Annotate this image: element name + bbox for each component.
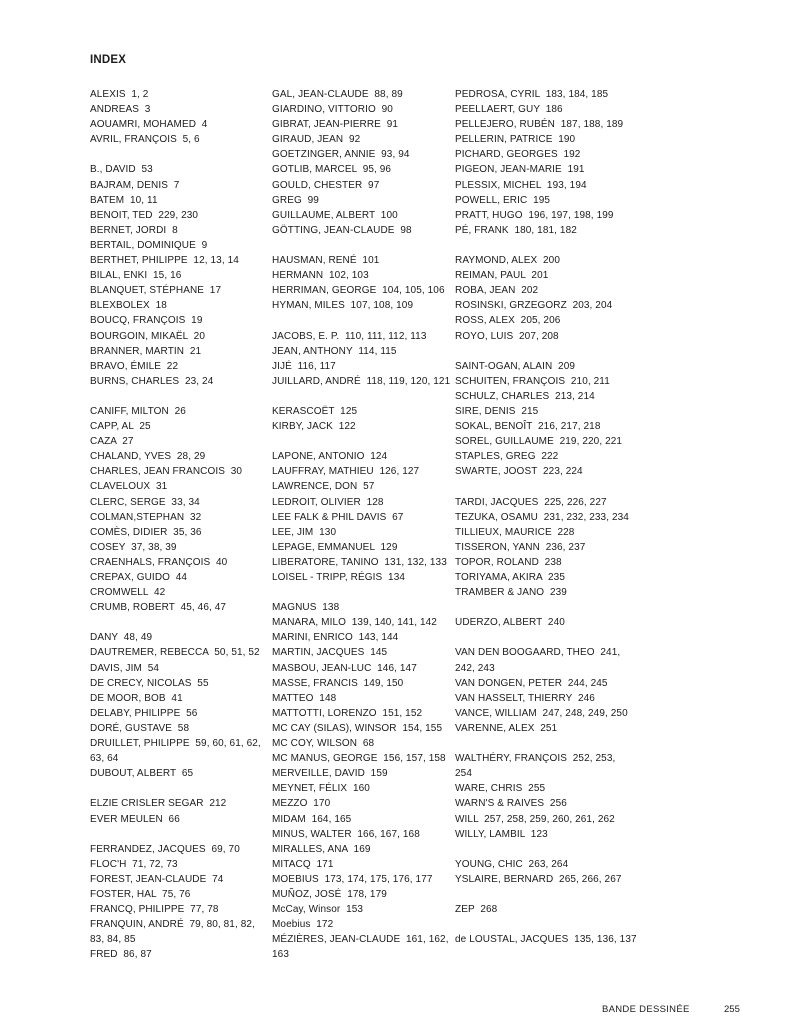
index-entry: TISSERON, YANN 236, 237 <box>455 541 586 553</box>
index-entry: TEZUKA, OSAMU 231, 232, 233, 234 <box>455 511 629 523</box>
index-entry: JUILLARD, ANDRÉ 118, 119, 120, 121 <box>272 375 451 387</box>
index-entry: CANIFF, MILTON 26 <box>90 405 186 417</box>
index-entry: SWARTE, JOOST 223, 224 <box>455 466 583 478</box>
index-spacer <box>272 313 452 328</box>
index-entry: 83, 84, 85 <box>90 934 136 946</box>
index-entry: GOETZINGER, ANNIE 93, 94 <box>272 149 410 161</box>
index-entry: VAN DONGEN, PETER 244, 245 <box>455 677 608 689</box>
index-entry: WILLY, LAMBIL 123 <box>455 828 548 840</box>
index-entry: JEAN, ANTHONY 114, 115 <box>272 345 397 357</box>
index-entry: BAJRAM, DENIS 7 <box>90 179 180 191</box>
index-entry: HYMAN, MILES 107, 108, 109 <box>272 300 414 312</box>
index-entry: ROSS, ALEX 205, 206 <box>455 315 561 327</box>
index-entry: GIARDINO, VITTORIO 90 <box>272 104 393 116</box>
index-entry: MÉZIÈRES, JEAN-CLAUDE 161, 162, <box>272 934 449 946</box>
page-title: INDEX <box>90 54 127 66</box>
index-entry: BENOIT, TED 229, 230 <box>90 209 199 221</box>
index-spacer <box>455 479 655 494</box>
index-entry: VANCE, WILLIAM 247, 248, 249, 250 <box>455 707 628 719</box>
index-entry: DRUILLET, PHILIPPE 59, 60, 61, 62, <box>90 738 261 750</box>
index-entry: LEDROIT, OLIVIER 128 <box>272 496 384 508</box>
index-entry: VAN DEN BOOGAARD, THEO 241, <box>455 647 621 659</box>
index-entry: McCay, Winsor 153 <box>272 904 364 916</box>
index-spacer <box>455 630 655 645</box>
index-entry: JIJÉ 116, 117 <box>272 360 336 372</box>
index-entry: DELABY, PHILIPPE 56 <box>90 707 198 719</box>
index-entry: GÖTTING, JEAN-CLAUDE 98 <box>272 224 412 236</box>
index-entry: DORÉ, GUSTAVE 58 <box>90 722 190 734</box>
index-entry: SAINT-OGAN, ALAIN 209 <box>455 360 576 372</box>
index-spacer <box>455 842 655 857</box>
index-entry: FOSTER, HAL 75, 76 <box>90 888 191 900</box>
index-entry: COLMAN,STEPHAN 32 <box>90 511 202 523</box>
index-spacer <box>90 781 270 796</box>
index-entry: ZEP 268 <box>455 904 498 916</box>
index-entry: ROBA, JEAN 202 <box>455 285 539 297</box>
index-spacer <box>455 736 655 751</box>
index-spacer <box>455 238 655 253</box>
index-entry: DE MOOR, BOB 41 <box>90 692 183 704</box>
index-entry: ANDREAS 3 <box>90 104 151 116</box>
index-entry: DANY 48, 49 <box>90 632 153 644</box>
index-entry: LAPONE, ANTONIO 124 <box>272 451 388 463</box>
index-spacer <box>455 917 655 932</box>
index-entry: MC COY, WILSON 68 <box>272 738 375 750</box>
footer-section-label: BANDE DESSINÉE <box>602 1004 690 1015</box>
index-entry: CHARLES, JEAN FRANCOIS 30 <box>90 466 243 478</box>
index-entry: GAL, JEAN-CLAUDE 88, 89 <box>272 89 403 100</box>
index-spacer <box>455 344 655 359</box>
index-entry: WILL 257, 258, 259, 260, 261, 262 <box>455 813 615 825</box>
index-entry: GIBRAT, JEAN-PIERRE 91 <box>272 119 399 131</box>
index-entry: LAUFFRAY, MATHIEU 126, 127 <box>272 466 420 478</box>
index-spacer <box>90 827 270 842</box>
index-entry: FOREST, JEAN-CLAUDE 74 <box>90 873 224 885</box>
index-entry: 63, 64 <box>90 753 119 765</box>
index-entry: MOEBIUS 173, 174, 175, 176, 177 <box>272 873 433 885</box>
index-entry: BOURGOIN, MIKAËL 20 <box>90 330 205 342</box>
index-entry: GIRAUD, JEAN 92 <box>272 134 361 146</box>
index-entry: DAUTREMER, REBECCA 50, 51, 52 <box>90 647 260 659</box>
index-entry: DAVIS, JIM 54 <box>90 662 160 674</box>
index-entry: COMÈS, DIDIER 35, 36 <box>90 526 202 538</box>
index-entry: MIDAM 164, 165 <box>272 813 352 825</box>
index-entry: LEPAGE, EMMANUEL 129 <box>272 541 398 553</box>
index-entry: DE CRECY, NICOLAS 55 <box>90 677 209 689</box>
index-entry: BERTHET, PHILIPPE 12, 13, 14 <box>90 255 239 267</box>
index-entry: PÉ, FRANK 180, 181, 182 <box>455 224 577 236</box>
index-entry: KERASCOËT 125 <box>272 405 358 417</box>
index-entry: MASBOU, JEAN-LUC 146, 147 <box>272 662 417 674</box>
index-entry: VAN HASSELT, THIERRY 246 <box>455 692 595 704</box>
index-entry: MARINI, ENRICO 143, 144 <box>272 632 399 644</box>
index-entry: BATEM 10, 11 <box>90 194 158 206</box>
index-spacer <box>272 389 452 404</box>
index-entry: FLOC'H 71, 72, 73 <box>90 858 178 870</box>
index-entry: PEELLAERT, GUY 186 <box>455 104 563 116</box>
index-entry: WARN'S & RAIVES 256 <box>455 798 567 810</box>
index-entry: TRAMBER & JANO 239 <box>455 587 567 599</box>
index-spacer <box>272 238 452 253</box>
index-entry: TILLIEUX, MAURICE 228 <box>455 526 575 538</box>
index-entry: REIMAN, PAUL 201 <box>455 270 549 282</box>
index-entry: SIRE, DENIS 215 <box>455 405 539 417</box>
index-entry: PRATT, HUGO 196, 197, 198, 199 <box>455 209 614 221</box>
index-entry: CAZA 27 <box>90 436 134 448</box>
index-entry: YOUNG, CHIC 263, 264 <box>455 858 569 870</box>
index-entry: LAWRENCE, DON 57 <box>272 481 375 493</box>
index-entry: CROMWELL 42 <box>90 587 166 599</box>
index-entry: GOULD, CHESTER 97 <box>272 179 380 191</box>
index-entry: MC CAY (SILAS), WINSOR 154, 155 <box>272 722 443 734</box>
index-spacer <box>90 147 270 162</box>
index-entry: WALTHÉRY, FRANÇOIS 252, 253, <box>455 753 616 765</box>
index-entry: SCHUITEN, FRANÇOIS 210, 211 <box>455 375 610 387</box>
index-entry: AOUAMRI, MOHAMED 4 <box>90 119 208 131</box>
index-entry: PIGEON, JEAN-MARIE 191 <box>455 164 585 176</box>
index-entry: Moebius 172 <box>272 919 334 931</box>
index-entry: TORIYAMA, AKIRA 235 <box>455 572 566 583</box>
index-column-2 <box>272 87 452 962</box>
index-entry: ROSINSKI, GRZEGORZ 203, 204 <box>455 300 613 312</box>
index-spacer <box>455 600 655 615</box>
index-entry: HERMANN 102, 103 <box>272 270 369 282</box>
index-spacer <box>90 615 270 630</box>
index-entry: SOKAL, BENOÎT 216, 217, 218 <box>455 421 601 433</box>
index-entry: FRANCQ, PHILIPPE 77, 78 <box>90 904 219 916</box>
index-entry: STAPLES, GREG 222 <box>455 451 559 463</box>
index-entry: PICHARD, GEORGES 192 <box>455 149 581 161</box>
index-entry: MATTOTTI, LORENZO 151, 152 <box>272 707 423 719</box>
index-entry: EVER MEULEN 66 <box>90 813 180 825</box>
index-entry: BLANQUET, STÉPHANE 17 <box>90 285 222 297</box>
index-entry: MARTIN, JACQUES 145 <box>272 647 388 659</box>
index-entry: LEE FALK & PHIL DAVIS 67 <box>272 511 404 523</box>
index-entry: PELLERIN, PATRICE 190 <box>455 134 576 146</box>
index-entry: MITACQ 171 <box>272 858 334 870</box>
index-entry: ALEXIS 1, 2 <box>90 89 149 100</box>
index-entry: FERRANDEZ, JACQUES 69, 70 <box>90 843 240 855</box>
index-entry: WARE, CHRIS 255 <box>455 783 546 795</box>
index-entry: 254 <box>455 768 472 780</box>
index-entry: HERRIMAN, GEORGE 104, 105, 106 <box>272 285 445 297</box>
index-entry: MANARA, MILO 139, 140, 141, 142 <box>272 617 437 629</box>
index-entry: TOPOR, ROLAND 238 <box>455 556 562 568</box>
index-entry: CRAENHALS, FRANÇOIS 40 <box>90 556 228 568</box>
index-entry: MC MANUS, GEORGE 156, 157, 158 <box>272 753 446 765</box>
index-entry: KIRBY, JACK 122 <box>272 421 356 433</box>
index-entry: MEYNET, FÉLIX 160 <box>272 783 370 795</box>
index-spacer <box>455 887 655 902</box>
index-entry: ELZIE CRISLER SEGAR 212 <box>90 798 227 810</box>
index-entry: JACOBS, E. P. 110, 111, 112, 113 <box>272 330 427 342</box>
index-column-1 <box>90 87 270 962</box>
index-entry: FRANQUIN, ANDRÉ 79, 80, 81, 82, <box>90 919 255 931</box>
index-entry: BRAVO, ÉMILE 22 <box>90 360 179 372</box>
index-entry: BURNS, CHARLES 23, 24 <box>90 375 214 387</box>
index-entry: MINUS, WALTER 166, 167, 168 <box>272 828 420 840</box>
index-entry: BLEXBOLEX 18 <box>90 300 167 312</box>
index-entry: CHALAND, YVES 28, 29 <box>90 451 206 463</box>
index-entry: UDERZO, ALBERT 240 <box>455 617 565 629</box>
index-entry: CLERC, SERGE 33, 34 <box>90 496 200 508</box>
index-entry: COSEY 37, 38, 39 <box>90 541 177 553</box>
index-entry: GREG 99 <box>272 194 319 206</box>
index-entry: 163 <box>272 949 289 961</box>
index-entry: PEDROSA, CYRIL 183, 184, 185 <box>455 89 609 100</box>
index-entry: MIRALLES, ANA 169 <box>272 843 371 855</box>
index-entry: BILAL, ENKI 15, 16 <box>90 270 182 282</box>
index-entry: de LOUSTAL, JACQUES 135, 136, 137 <box>455 934 637 946</box>
index-entry: ROYO, LUIS 207, 208 <box>455 330 559 342</box>
index-entry: TARDI, JACQUES 225, 226, 227 <box>455 496 607 508</box>
index-entry: PELLEJERO, RUBÉN 187, 188, 189 <box>455 119 624 131</box>
index-entry: DUBOUT, ALBERT 65 <box>90 768 194 780</box>
index-entry: SCHULZ, CHARLES 213, 214 <box>455 390 595 402</box>
index-entry: LEE, JIM 130 <box>272 526 337 538</box>
index-entry: CLAVELOUX 31 <box>90 481 168 493</box>
page-number: 255 <box>724 1004 740 1015</box>
index-entry: B., DAVID 53 <box>90 164 153 176</box>
index-entry: YSLAIRE, BERNARD 265, 266, 267 <box>455 873 622 885</box>
index-entry: SOREL, GUILLAUME 219, 220, 221 <box>455 436 623 448</box>
index-entry: MATTEO 148 <box>272 692 337 704</box>
index-entry: PLESSIX, MICHEL 193, 194 <box>455 179 587 191</box>
index-entry: CAPP, AL 25 <box>90 421 151 433</box>
index-entry: MUÑOZ, JOSÉ 178, 179 <box>272 888 387 900</box>
index-entry: BERTAIL, DOMINIQUE 9 <box>90 239 208 251</box>
index-entry: VARENNE, ALEX 251 <box>455 722 558 734</box>
index-entry: 242, 243 <box>455 662 495 674</box>
index-entry: AVRIL, FRANÇOIS 5, 6 <box>90 134 200 146</box>
index-spacer <box>90 389 270 404</box>
index-entry: MERVEILLE, DAVID 159 <box>272 768 388 780</box>
index-entry: BERNET, JORDI 8 <box>90 224 178 236</box>
index-entry: LIBERATORE, TANINO 131, 132, 133 <box>272 556 447 568</box>
index-entry: FRED 86, 87 <box>90 949 152 961</box>
index-entry: MEZZO 170 <box>272 798 331 810</box>
index-entry: HAUSMAN, RENÉ 101 <box>272 255 380 267</box>
index-entry: CRUMB, ROBERT 45, 46, 47 <box>90 602 227 614</box>
index-entry: POWELL, ERIC 195 <box>455 194 551 206</box>
index-spacer <box>272 434 452 449</box>
index-column-3 <box>455 87 655 947</box>
index-entry: BOUCQ, FRANÇOIS 19 <box>90 315 203 327</box>
index-entry: GUILLAUME, ALBERT 100 <box>272 209 398 221</box>
index-entry: GOTLIB, MARCEL 95, 96 <box>272 164 392 176</box>
index-entry: MAGNUS 138 <box>272 602 340 614</box>
index-spacer <box>272 585 452 600</box>
index-entry: CREPAX, GUIDO 44 <box>90 572 188 583</box>
index-entry: BRANNER, MARTIN 21 <box>90 345 202 357</box>
index-entry: MASSE, FRANCIS 149, 150 <box>272 677 404 689</box>
index-entry: RAYMOND, ALEX 200 <box>455 255 560 267</box>
index-entry: LOISEL - TRIPP, RÉGIS 134 <box>272 572 406 583</box>
